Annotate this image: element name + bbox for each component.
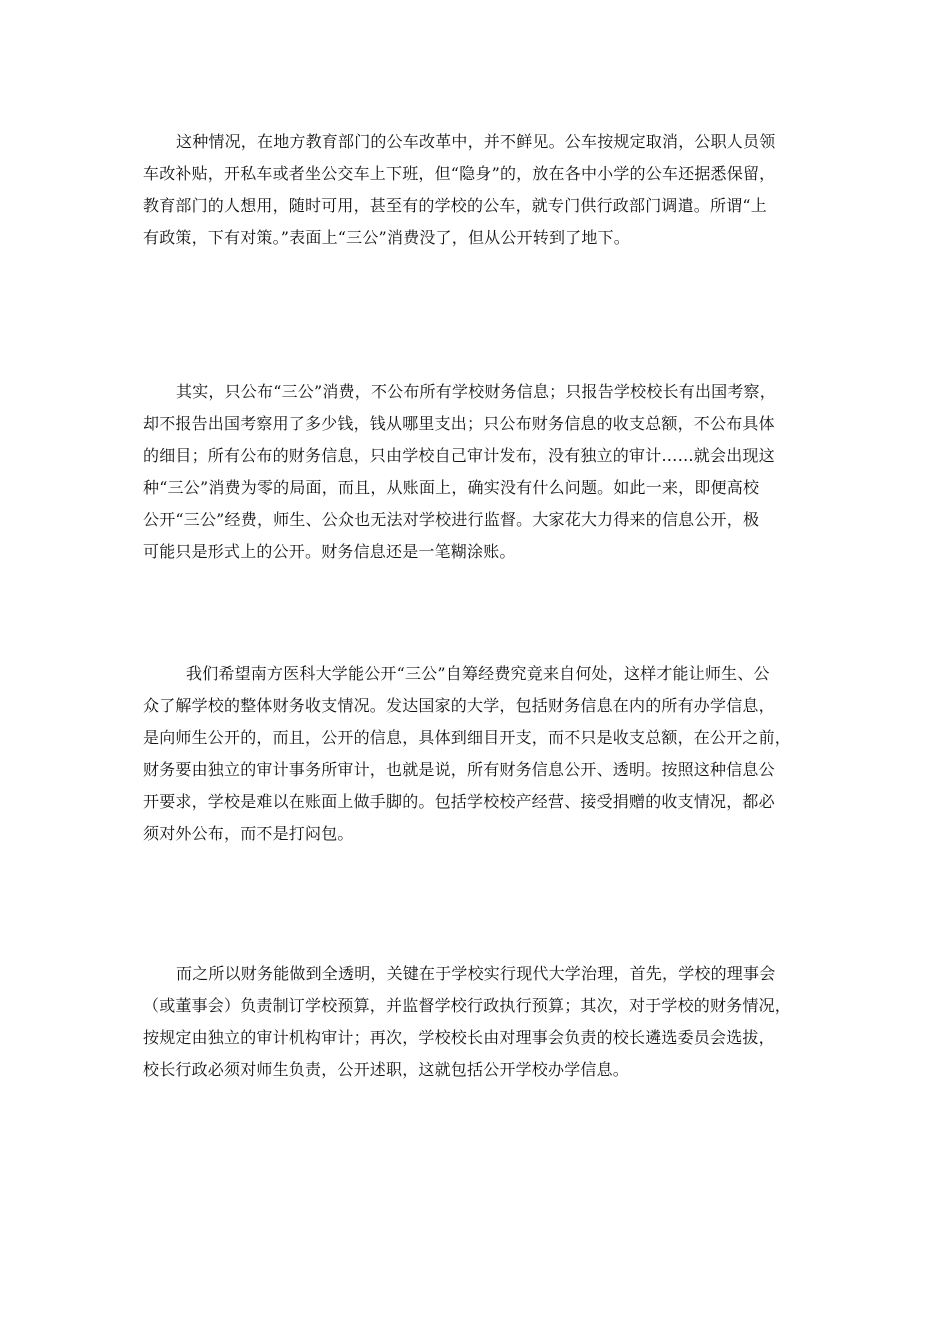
paragraph-line: 车改补贴，开私车或者坐公交车上下班，但“隐身”的，放在各中小学的公车还据悉保留， [143,164,776,183]
paragraph-line: 种“三公”消费为零的局面，而且，从账面上，确实没有什么问题。如此一来，即便高校 [143,478,760,497]
paragraph-line: 须对外公布，而不是打闷包。 [143,824,354,843]
paragraph-line: 有政策，下有对策。”表面上“三公”消费没了，但从公开转到了地下。 [143,228,630,247]
paragraph-line: 是向师生公开的，而且，公开的信息，具体到细目开支，而不只是收支总额，在公开之前， [143,728,792,747]
paragraph-line: 开要求，学校是难以在账面上做手脚的。包括学校校产经营、接受捐赠的收支情况，都必 [143,792,775,811]
paragraph-line: 按规定由独立的审计机构审计；再次，学校校长由对理事会负责的校长遴选委员会选拔， [143,1028,775,1047]
paragraph-line: 财务要由独立的审计事务所审计，也就是说，所有财务信息公开、透明。按照这种信息公 [143,760,775,779]
paragraph-line: 我们希望南方医科大学能公开“三公”自筹经费究竟来自何处，这样才能让师生、公 [186,664,770,683]
paragraph-line: 教育部门的人想用，随时可用，甚至有的学校的公车，就专门供行政部门调遣。所谓“上 [143,196,767,215]
paragraph-line: 却不报告出国考察用了多少钱，钱从哪里支出；只公布财务信息的收支总额，不公布具体 [143,414,775,433]
paragraph-line: 公开“三公”经费，师生、公众也无法对学校进行监督。大家花大力得来的信息公开，极 [143,510,760,529]
paragraph-line: 众了解学校的整体财务收支情况。发达国家的大学，包括财务信息在内的所有办学信息， [143,696,775,715]
paragraph-2 [143,376,808,568]
paragraph-1 [143,126,808,254]
paragraph-line: 校长行政必须对师生负责，公开述职，这就包括公开学校办学信息。 [143,1060,630,1079]
paragraph-line: 的细目；所有公布的财务信息，只由学校自己审计发布，没有独立的审计……就会出现这 [143,446,775,465]
paragraph-line: 这种情况，在地方教育部门的公车改革中，并不鲜见。公车按规定取消，公职人员领 [176,132,776,151]
paragraph-3 [143,658,808,850]
paragraph-line: 其实，只公布“三公”消费，不公布所有学校财务信息；只报告学校校长有出国考察， [176,382,776,401]
paragraph-line: 而之所以财务能做到全透明，关键在于学校实行现代大学治理，首先，学校的理事会 [176,964,776,983]
paragraph-line: 可能只是形式上的公开。财务信息还是一笔糊涂账。 [143,542,516,561]
paragraph-4 [143,958,808,1086]
paragraph-line: （或董事会）负责制订学校预算，并监督学校行政执行预算；其次，对于学校的财务情况， [143,996,792,1015]
